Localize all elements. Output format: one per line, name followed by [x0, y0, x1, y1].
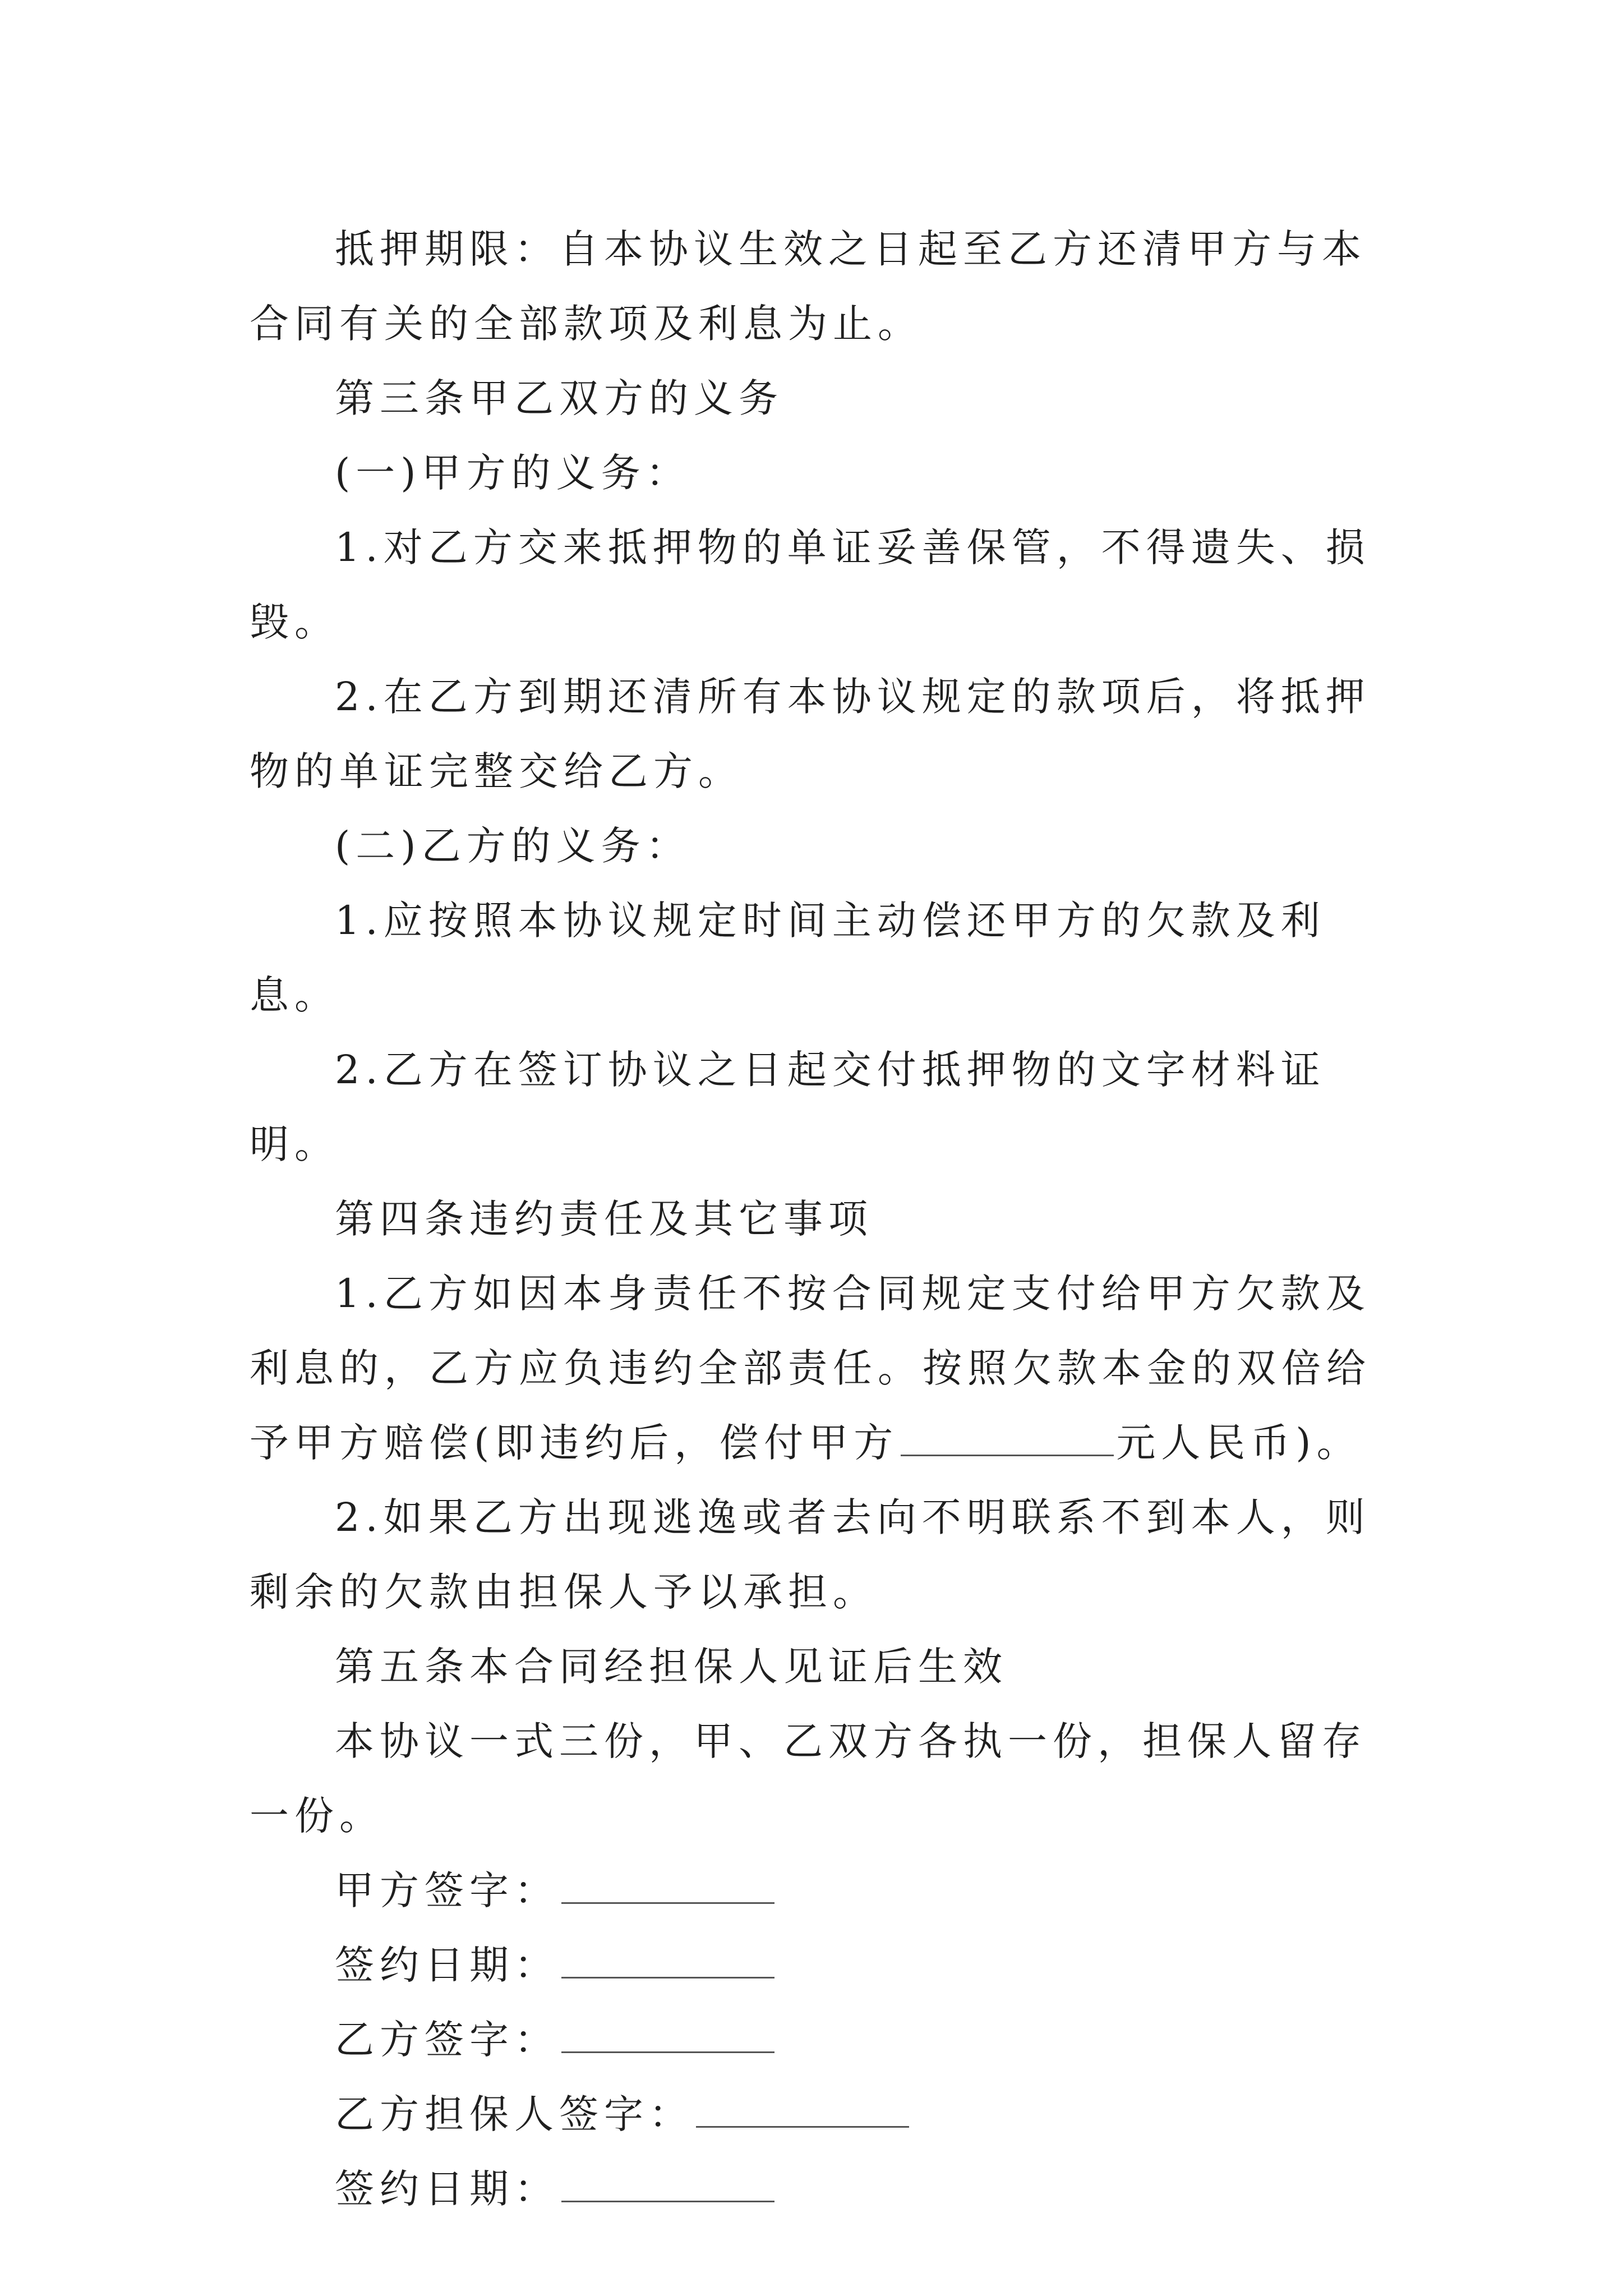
breach-text-after-blank: 元人民币)。: [1116, 1420, 1362, 1466]
signature-label: 签约日期：: [335, 1942, 559, 1988]
signature-label: 签约日期：: [335, 2166, 559, 2212]
signature-label: 乙方担保人签字：: [335, 2091, 694, 2137]
signature-line-guarantor: [250, 2077, 1388, 2152]
signature-blank[interactable]: [696, 2092, 909, 2128]
paragraph-party-a-obligation-1: 1.对乙方交来抵押物的单证妥善保管，不得遗失、损毁。: [250, 524, 1371, 645]
document-body: [250, 212, 1388, 2226]
signature-blank[interactable]: [561, 1943, 774, 1978]
heading-article-5: 第五条本合同经担保人见证后生效: [335, 1644, 1008, 1690]
paragraph-party-b-obligation-1: 1.应按照本协议规定时间主动偿还甲方的欠款及利息。: [250, 898, 1326, 1018]
paragraph-party-a-obligation-2: 2.在乙方到期还清所有本协议规定的款项后，将抵押物的单证完整交给乙方。: [250, 674, 1371, 794]
paragraph-mortgage-term: 抵押期限：自本协议生效之日起至乙方还清甲方与本合同有关的全部款项及利息为止。: [250, 226, 1367, 347]
subheading-party-a-obligations: (一)甲方的义务：: [335, 450, 691, 496]
signature-blank[interactable]: [561, 2018, 774, 2053]
heading-article-4: 第四条违约责任及其它事项: [335, 1196, 873, 1242]
paragraph-party-b-obligation-2: 2.乙方在签订协议之日起交付抵押物的文字材料证明。: [250, 1047, 1326, 1167]
heading-article-3: 第三条甲乙双方的义务: [335, 375, 783, 421]
signature-blank[interactable]: [561, 2167, 774, 2202]
signature-label: 乙方签字：: [335, 2017, 559, 2063]
compensation-amount-blank[interactable]: [901, 1421, 1114, 1456]
signature-line-date-2: [250, 2152, 1388, 2226]
signature-line-date-1: [250, 1928, 1388, 2003]
paragraph-breach-liability-2: 2.如果乙方出现逃逸或者去向不明联系不到本人，则剩余的欠款由担保人予以承担。: [250, 1494, 1371, 1615]
signature-line-party-b: [250, 2003, 1388, 2077]
paragraph-copies: 本协议一式三份，甲、乙双方各执一份，担保人留存一份。: [250, 1718, 1367, 1839]
paragraph-breach-liability-1: [250, 1257, 1388, 1480]
signature-line-party-a: [250, 1853, 1388, 1928]
breach-text-before-blank: 1.乙方如因本身责任不按合同规定支付给甲方欠款及利息的，乙方应负违约全部责任。按照欠款本金的双倍给予甲方赔偿(即违约后，偿付甲方: [250, 1271, 1371, 1466]
signature-blank[interactable]: [561, 1869, 774, 1904]
signature-label: 甲方签字：: [335, 1867, 559, 1913]
subheading-party-b-obligations: (二)乙方的义务：: [335, 823, 691, 869]
